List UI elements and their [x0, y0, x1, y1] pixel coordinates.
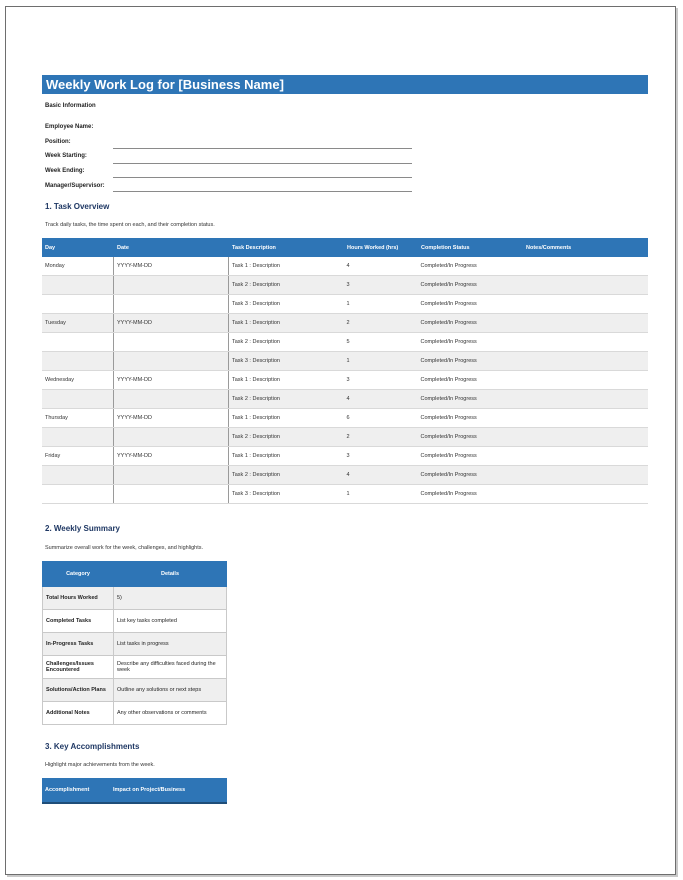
details-cell: Describe any difficulties faced during the week: [114, 656, 227, 679]
status-cell: Completed/In Progress: [418, 409, 523, 428]
status-cell: Completed/In Progress: [418, 295, 523, 314]
employee-name-label: Employee Name:: [45, 124, 94, 130]
key-accomplishments-intro: Highlight major achievements from the week.: [45, 762, 155, 768]
column-header-notes: Notes/Comments: [523, 238, 648, 257]
category-cell: Solutions/Action Plans: [43, 679, 114, 702]
date-cell: YYYY-MM-DD: [114, 257, 229, 276]
task-cell: Task 3 : Description: [229, 352, 344, 371]
date-cell: [114, 466, 229, 485]
hours-cell: 1: [344, 352, 418, 371]
hours-cell: 4: [344, 257, 418, 276]
task-cell: Task 1 : Description: [229, 409, 344, 428]
category-cell: Additional Notes: [43, 702, 114, 725]
notes-cell: [523, 257, 648, 276]
table-row: [42, 352, 648, 371]
details-cell: List key tasks completed: [114, 610, 227, 633]
hours-cell: 4: [344, 466, 418, 485]
week-ending-label: Week Ending:: [45, 168, 85, 174]
notes-cell: [523, 390, 648, 409]
table-header-row: [42, 238, 648, 257]
date-cell: [114, 485, 229, 504]
task-overview-table: [42, 238, 648, 504]
table-row: [42, 295, 648, 314]
column-header-status: Completion Status: [418, 238, 523, 257]
date-cell: YYYY-MM-DD: [114, 409, 229, 428]
day-cell: [42, 333, 114, 352]
day-cell: Tuesday: [42, 314, 114, 333]
hours-cell: 2: [344, 428, 418, 447]
table-row: [42, 314, 648, 333]
week-starting-label: Week Starting:: [45, 153, 87, 159]
date-cell: [114, 295, 229, 314]
table-row: [43, 679, 227, 702]
table-header-row: [42, 778, 227, 803]
notes-cell: [523, 485, 648, 504]
hours-cell: 1: [344, 485, 418, 504]
task-overview-intro: Track daily tasks, the time spent on each, and their completion status.: [45, 222, 215, 228]
status-cell: Completed/In Progress: [418, 428, 523, 447]
status-cell: Completed/In Progress: [418, 485, 523, 504]
column-header-impact: Impact on Project/Business: [110, 778, 227, 803]
table-row: [42, 390, 648, 409]
task-cell: Task 2 : Description: [229, 333, 344, 352]
status-cell: Completed/In Progress: [418, 466, 523, 485]
column-header-details: Details: [114, 562, 227, 587]
notes-cell: [523, 314, 648, 333]
day-cell: [42, 485, 114, 504]
notes-cell: [523, 428, 648, 447]
column-header-accomplishment: Accomplishment: [42, 778, 110, 803]
date-cell: YYYY-MM-DD: [114, 314, 229, 333]
date-cell: [114, 276, 229, 295]
hours-cell: 2: [344, 314, 418, 333]
table-row: [42, 276, 648, 295]
notes-cell: [523, 295, 648, 314]
hours-cell: 3: [344, 447, 418, 466]
date-cell: [114, 333, 229, 352]
status-cell: Completed/In Progress: [418, 257, 523, 276]
table-header-row: [43, 562, 227, 587]
day-cell: [42, 295, 114, 314]
date-cell: [114, 428, 229, 447]
document-title: Weekly Work Log for [Business Name]: [42, 75, 648, 94]
task-cell: Task 3 : Description: [229, 295, 344, 314]
table-row: [42, 333, 648, 352]
hours-cell: 4: [344, 390, 418, 409]
day-cell: Friday: [42, 447, 114, 466]
status-cell: Completed/In Progress: [418, 447, 523, 466]
category-cell: Total Hours Worked: [43, 587, 114, 610]
category-cell: Challenges/Issues Encountered: [43, 656, 114, 679]
task-cell: Task 2 : Description: [229, 276, 344, 295]
task-cell: Task 1 : Description: [229, 257, 344, 276]
status-cell: Completed/In Progress: [418, 390, 523, 409]
notes-cell: [523, 371, 648, 390]
task-cell: Task 2 : Description: [229, 390, 344, 409]
table-row: [42, 428, 648, 447]
hours-cell: 6: [344, 409, 418, 428]
table-row: [43, 610, 227, 633]
notes-cell: [523, 409, 648, 428]
hours-cell: 5: [344, 333, 418, 352]
notes-cell: [523, 276, 648, 295]
status-cell: Completed/In Progress: [418, 371, 523, 390]
table-row: [42, 257, 648, 276]
task-overview-heading: 1. Task Overview: [45, 202, 110, 211]
task-cell: Task 1 : Description: [229, 447, 344, 466]
category-cell: In-Progress Tasks: [43, 633, 114, 656]
day-cell: [42, 276, 114, 295]
date-cell: YYYY-MM-DD: [114, 371, 229, 390]
hours-cell: 1: [344, 295, 418, 314]
weekly-summary-table: [42, 561, 227, 725]
day-cell: Thursday: [42, 409, 114, 428]
table-row: [43, 702, 227, 725]
hours-cell: 3: [344, 276, 418, 295]
day-cell: [42, 390, 114, 409]
day-cell: [42, 466, 114, 485]
date-cell: YYYY-MM-DD: [114, 447, 229, 466]
week-ending-field[interactable]: [113, 177, 412, 178]
date-cell: [114, 352, 229, 371]
status-cell: Completed/In Progress: [418, 314, 523, 333]
position-label: Position:: [45, 139, 71, 145]
task-cell: Task 3 : Description: [229, 485, 344, 504]
table-row: [42, 485, 648, 504]
day-cell: [42, 428, 114, 447]
table-row: [43, 587, 227, 610]
notes-cell: [523, 466, 648, 485]
manager-field[interactable]: [113, 191, 412, 192]
key-accomplishments-heading: 3. Key Accomplishments: [45, 742, 140, 751]
task-cell: Task 2 : Description: [229, 428, 344, 447]
table-row: [43, 656, 227, 679]
day-cell: Monday: [42, 257, 114, 276]
key-accomplishments-table: [42, 778, 227, 804]
weekly-summary-heading: 2. Weekly Summary: [45, 524, 121, 533]
date-cell: [114, 390, 229, 409]
column-header-category: Category: [43, 562, 114, 587]
basic-info-heading: Basic Information: [45, 103, 96, 109]
table-row: [43, 633, 227, 656]
table-row: [42, 409, 648, 428]
details-cell: 5): [114, 587, 227, 610]
details-cell: Any other observations or comments: [114, 702, 227, 725]
day-cell: Wednesday: [42, 371, 114, 390]
week-starting-field[interactable]: [113, 163, 412, 164]
table-row: [42, 466, 648, 485]
status-cell: Completed/In Progress: [418, 352, 523, 371]
column-header-hours: Hours Worked (hrs): [344, 238, 418, 257]
details-cell: List tasks in progress: [114, 633, 227, 656]
notes-cell: [523, 352, 648, 371]
position-field[interactable]: [113, 148, 412, 149]
status-cell: Completed/In Progress: [418, 276, 523, 295]
notes-cell: [523, 447, 648, 466]
details-cell: Outline any solutions or next steps: [114, 679, 227, 702]
day-cell: [42, 352, 114, 371]
task-cell: Task 1 : Description: [229, 314, 344, 333]
weekly-summary-intro: Summarize overall work for the week, challenges, and highlights.: [45, 545, 204, 551]
task-cell: Task 1 : Description: [229, 371, 344, 390]
hours-cell: 3: [344, 371, 418, 390]
table-row: [42, 371, 648, 390]
task-cell: Task 2 : Description: [229, 466, 344, 485]
manager-label: Manager/Supervisor:: [45, 183, 105, 189]
column-header-date: Date: [114, 238, 229, 257]
column-header-day: Day: [42, 238, 114, 257]
column-header-task: Task Description: [229, 238, 344, 257]
category-cell: Completed Tasks: [43, 610, 114, 633]
status-cell: Completed/In Progress: [418, 333, 523, 352]
table-row: [42, 447, 648, 466]
notes-cell: [523, 333, 648, 352]
